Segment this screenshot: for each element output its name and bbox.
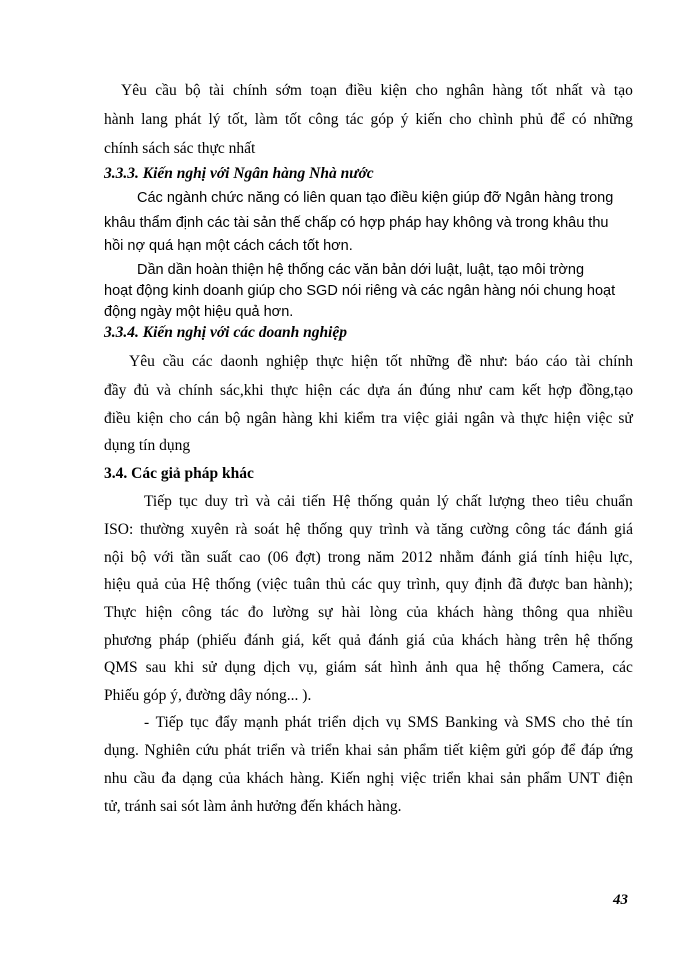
heading-3-4: 3.4. Các giả pháp khác xyxy=(104,465,254,482)
word: Camera, xyxy=(552,659,605,676)
word: trong xyxy=(327,549,361,566)
word: bộ xyxy=(130,549,147,566)
word: kiện xyxy=(136,410,164,427)
word: hiện xyxy=(554,410,581,427)
word: khách xyxy=(437,604,475,621)
word: hệ xyxy=(486,659,501,676)
word: những xyxy=(593,111,633,128)
word: sự xyxy=(318,604,333,621)
word: sử xyxy=(202,659,217,676)
p6-line-1 xyxy=(144,713,633,733)
word: hiện xyxy=(305,382,333,399)
word: tần xyxy=(180,549,200,566)
word: tốt xyxy=(385,353,403,370)
word: kiến xyxy=(415,111,443,128)
word: đánh xyxy=(243,632,275,649)
word: xuyên xyxy=(190,521,229,538)
p6-line-4: tử, tránh sai sót làm ảnh hưởng đến khách hàng. xyxy=(104,798,402,815)
word: ý xyxy=(400,111,409,128)
word: lường xyxy=(272,604,309,621)
word: có xyxy=(571,111,587,128)
word: Tiếp xyxy=(155,714,184,731)
word: ảnh xyxy=(425,659,448,676)
word: và xyxy=(590,82,606,99)
word: đợt) xyxy=(295,549,321,566)
word: để xyxy=(560,742,576,759)
word: sản xyxy=(500,770,521,787)
word: đa xyxy=(161,770,176,787)
word: đo xyxy=(247,604,264,621)
word: (phiếu xyxy=(196,632,237,649)
word: tác xyxy=(552,521,571,538)
word: giải xyxy=(435,410,459,427)
word: tăng xyxy=(436,521,464,538)
word: nhu xyxy=(104,770,128,787)
p1-line-3: chính sách sác thực nhất xyxy=(104,140,256,157)
word: QMS xyxy=(104,659,138,676)
word: thủ xyxy=(325,576,346,593)
p5-line-4 xyxy=(104,575,633,595)
word: cam xyxy=(488,382,515,399)
word: chình xyxy=(478,111,513,128)
p2-line-1: Các ngành chức năng có liên quan tạo điều kiện giúp đỡ Ngân hàng trong xyxy=(137,190,614,206)
word: giá, xyxy=(281,632,305,649)
word: của xyxy=(432,632,455,649)
word: và xyxy=(500,410,515,427)
word: cho xyxy=(562,714,585,731)
word: sử xyxy=(618,410,633,427)
word: giá xyxy=(518,549,538,566)
p3-line-1: Dần dần hoàn thiện hệ thống các văn bản dới luật, luật, tạo môi trờng xyxy=(137,262,585,278)
word: các xyxy=(339,382,360,399)
word: chính xyxy=(232,82,268,99)
word: đẩy xyxy=(215,714,238,731)
word: phẩm xyxy=(403,742,439,759)
p5-line-6 xyxy=(104,631,633,651)
word: pháp xyxy=(159,632,190,649)
p2-line-2: khâu thẩm định các tài sản thế chấp có hợp pháp hay không và trong khâu thu xyxy=(104,215,609,231)
word: thống xyxy=(307,521,343,538)
word: lý xyxy=(208,111,221,128)
word: khi xyxy=(174,659,195,676)
word: quy xyxy=(377,576,401,593)
word: khi xyxy=(318,410,339,427)
word: vụ xyxy=(385,714,402,731)
word: tốt, xyxy=(227,111,248,128)
word: thực xyxy=(316,353,344,370)
word: điều xyxy=(345,82,373,99)
word: tiến xyxy=(302,493,326,510)
word: soát xyxy=(254,521,280,538)
word: cao xyxy=(238,549,261,566)
word: nhằm xyxy=(439,549,474,566)
word: hiệu xyxy=(575,549,603,566)
word: cường xyxy=(469,521,509,538)
word: giá xyxy=(406,632,425,649)
word: tiết xyxy=(443,742,464,759)
word: nhiều xyxy=(598,604,633,621)
word: của xyxy=(164,576,187,593)
word: dựa xyxy=(367,382,391,399)
word: cầu xyxy=(155,82,177,99)
p1-line-2 xyxy=(104,110,633,130)
word: để xyxy=(550,111,565,128)
word: công xyxy=(308,111,339,128)
word: rà xyxy=(235,521,248,538)
word: việc xyxy=(586,410,613,427)
word: thực xyxy=(520,410,549,427)
word: qua xyxy=(455,659,479,676)
word: thống xyxy=(597,632,633,649)
word: phủ xyxy=(519,111,544,128)
word: ứng xyxy=(609,742,633,759)
word: điện xyxy=(606,770,633,787)
word: dạng xyxy=(182,770,213,787)
word: lòng xyxy=(369,604,398,621)
word: sau xyxy=(145,659,167,676)
word: triển xyxy=(256,742,286,759)
word: UNT xyxy=(567,770,600,787)
word: chất xyxy=(455,493,482,510)
word: Yêu xyxy=(129,353,155,370)
word: và xyxy=(290,742,306,759)
word: triển xyxy=(317,714,347,731)
word: việc xyxy=(400,770,427,787)
word: tuân xyxy=(293,576,321,593)
word: tính xyxy=(544,549,569,566)
p6-line-2 xyxy=(104,741,633,761)
p5-line-3 xyxy=(104,548,633,568)
heading-3-3-3: 3.3.3. Kiến nghị với Ngân hàng Nhà nước xyxy=(104,165,374,182)
word: hệ xyxy=(285,521,301,538)
word: dụng. xyxy=(104,742,139,759)
word: chuẩn xyxy=(595,493,633,510)
word: quy xyxy=(445,576,469,593)
p4-line-3 xyxy=(104,409,633,429)
word: hàng xyxy=(483,604,514,621)
word: SMS xyxy=(524,714,556,731)
word: đã xyxy=(507,576,523,593)
word: thống xyxy=(508,659,545,676)
word: cứu xyxy=(195,742,219,759)
word: nhất xyxy=(555,82,583,99)
word: đánh xyxy=(481,549,512,566)
word: triển xyxy=(432,770,461,787)
word: kiện xyxy=(380,82,408,99)
word: tài xyxy=(208,82,225,99)
word: Kiến xyxy=(330,770,361,787)
word: thường xyxy=(140,521,185,538)
word: suất xyxy=(206,549,232,566)
word: phát xyxy=(224,742,252,759)
word: duy xyxy=(204,493,228,510)
word: các xyxy=(191,353,213,370)
word: dịch xyxy=(352,714,380,731)
word: cho xyxy=(169,410,192,427)
p5-line-1 xyxy=(144,492,633,512)
word: tục xyxy=(189,714,209,731)
word: của xyxy=(218,770,241,787)
word: những xyxy=(409,353,450,370)
word: được xyxy=(528,576,560,593)
word: đánh xyxy=(577,521,608,538)
word: năm xyxy=(367,549,395,566)
word: Thực xyxy=(104,604,137,621)
word: hàng xyxy=(506,632,537,649)
word: SMS xyxy=(407,714,439,731)
word: hài xyxy=(341,604,361,621)
word: tạo xyxy=(613,82,633,99)
heading-3-3-4: 3.3.4. Kiến nghị với các doanh nghiệp xyxy=(104,324,347,341)
word: dịch xyxy=(263,659,291,676)
word: sớm xyxy=(275,82,302,99)
p3-line-3: động ngày một hiệu quả hơn. xyxy=(104,304,294,320)
word: và xyxy=(156,382,172,399)
word: án xyxy=(397,382,413,399)
word: gửi xyxy=(505,742,527,759)
word: và xyxy=(503,714,519,731)
word: đầy xyxy=(104,382,127,399)
word: tác xyxy=(345,111,364,128)
word: khách xyxy=(461,632,499,649)
p6-line-3 xyxy=(104,769,633,789)
word: đúng xyxy=(419,382,451,399)
word: tài xyxy=(575,353,591,370)
word: lực, xyxy=(609,549,633,566)
word: làm xyxy=(254,111,278,128)
word: bộ xyxy=(224,410,241,427)
word: tác xyxy=(220,604,239,621)
word: hợp xyxy=(548,382,572,399)
word: hiện xyxy=(351,353,378,370)
word: tra xyxy=(381,410,398,427)
word: hình xyxy=(389,659,418,676)
word: khai xyxy=(345,742,372,759)
page-number: 43 xyxy=(613,892,628,908)
word: hệ xyxy=(575,632,591,649)
word: giá xyxy=(614,521,633,538)
word: toạn xyxy=(310,82,338,99)
word: chính xyxy=(178,382,213,399)
word: sác,khi xyxy=(220,382,264,399)
word: góp xyxy=(370,111,394,128)
word: bộ xyxy=(185,82,201,99)
word: theo xyxy=(532,493,559,510)
word: cải xyxy=(277,493,296,510)
word: tốt xyxy=(531,82,548,99)
word: và xyxy=(415,521,430,538)
word: đồng,tạo xyxy=(579,382,633,399)
word: dụng xyxy=(224,659,256,676)
word: trình, xyxy=(406,576,440,593)
word: đề xyxy=(457,353,472,370)
word: đáp xyxy=(581,742,604,759)
word: phẩm xyxy=(527,770,562,787)
word: 2012 xyxy=(401,549,433,566)
word: Yêu xyxy=(121,82,147,99)
word: tốt xyxy=(284,111,302,128)
word: hàng. xyxy=(289,770,324,787)
word: cho xyxy=(449,111,472,128)
word: Tiếp xyxy=(144,493,172,510)
p4-line-2 xyxy=(104,381,633,401)
word: hàng xyxy=(282,410,313,427)
word: với xyxy=(153,549,174,566)
word: cáo xyxy=(545,353,568,370)
word: hành xyxy=(104,111,135,128)
word: khai xyxy=(467,770,494,787)
p4-line-1 xyxy=(129,352,633,372)
word: góp xyxy=(531,742,556,759)
word: Banking xyxy=(445,714,498,731)
word: kiểm xyxy=(344,410,376,427)
p5-line-5 xyxy=(104,603,633,623)
word: lang xyxy=(141,111,168,128)
word: báo xyxy=(515,353,539,370)
word: công xyxy=(515,521,546,538)
word: tiêu xyxy=(565,493,589,510)
word: ISO: xyxy=(104,521,134,538)
word: nội xyxy=(104,549,124,566)
word: phương xyxy=(104,632,152,649)
word: các xyxy=(351,576,372,593)
word: thực xyxy=(270,382,299,399)
word: - xyxy=(144,714,150,731)
word: công xyxy=(181,604,212,621)
word: nghân xyxy=(446,82,485,99)
word: đủ xyxy=(133,382,150,399)
word: phát xyxy=(174,111,202,128)
word: ngân xyxy=(464,410,495,427)
p1-line-1 xyxy=(121,81,633,101)
word: phát xyxy=(284,714,312,731)
word: đánh xyxy=(368,632,399,649)
word: mạnh xyxy=(243,714,279,731)
word: kiệm xyxy=(469,742,501,759)
word: daonh xyxy=(220,353,259,370)
word: của xyxy=(406,604,428,621)
word: khách xyxy=(246,770,284,787)
word: quả xyxy=(136,576,159,593)
word: Hệ xyxy=(332,493,351,510)
word: cho xyxy=(415,82,438,99)
word: hiệu xyxy=(104,576,131,593)
word: kết xyxy=(521,382,541,399)
word: hàng xyxy=(492,82,523,99)
word: các xyxy=(612,659,633,676)
word: như: xyxy=(479,353,508,370)
word: lượng xyxy=(488,493,526,510)
word: cán xyxy=(197,410,219,427)
word: định xyxy=(474,576,503,593)
word: như xyxy=(457,382,482,399)
word: (việc xyxy=(256,576,288,593)
word: Nghiên xyxy=(144,742,191,759)
word: sản xyxy=(377,742,399,759)
word: trì xyxy=(234,493,249,510)
word: chính xyxy=(598,353,633,370)
word: triển xyxy=(311,742,340,759)
word: nghiệp xyxy=(266,353,309,370)
word: (06 xyxy=(267,549,289,566)
word: sát xyxy=(364,659,382,676)
word: trên xyxy=(543,632,568,649)
word: cầu xyxy=(133,770,156,787)
p5-line-8: Phiếu góp ý, đường dây nóng... ). xyxy=(104,687,312,704)
word: việc xyxy=(403,410,430,427)
p2-line-3: hồi nợ quá hạn một cách cách tốt hơn. xyxy=(104,238,353,254)
word: vụ, xyxy=(298,659,318,676)
word: quy xyxy=(349,521,373,538)
p5-line-7 xyxy=(104,658,633,678)
word: lý xyxy=(436,493,449,510)
word: ban xyxy=(565,576,588,593)
word: hành); xyxy=(593,576,633,593)
word: thẻ xyxy=(591,714,611,731)
word: quản xyxy=(399,493,430,510)
word: thông xyxy=(522,604,558,621)
p4-line-4: dụng tín dụng xyxy=(104,437,191,454)
word: Hệ xyxy=(191,576,210,593)
word: kết xyxy=(311,632,331,649)
word: quả xyxy=(338,632,361,649)
word: thống xyxy=(215,576,251,593)
word: thống xyxy=(357,493,393,510)
word: tục xyxy=(178,493,198,510)
word: nghị xyxy=(366,770,395,787)
word: điều xyxy=(104,410,131,427)
word: tín xyxy=(616,714,633,731)
word: qua xyxy=(566,604,590,621)
p3-line-2: hoạt động kinh doanh giúp cho SGD nói riêng và các ngân hàng nói chung hoạt xyxy=(104,283,616,299)
word: cầu xyxy=(162,353,185,370)
word: giám xyxy=(325,659,357,676)
word: hiện xyxy=(145,604,173,621)
word: và xyxy=(255,493,271,510)
word: trình xyxy=(379,521,409,538)
word: ngân xyxy=(246,410,277,427)
p5-line-2 xyxy=(104,520,633,540)
